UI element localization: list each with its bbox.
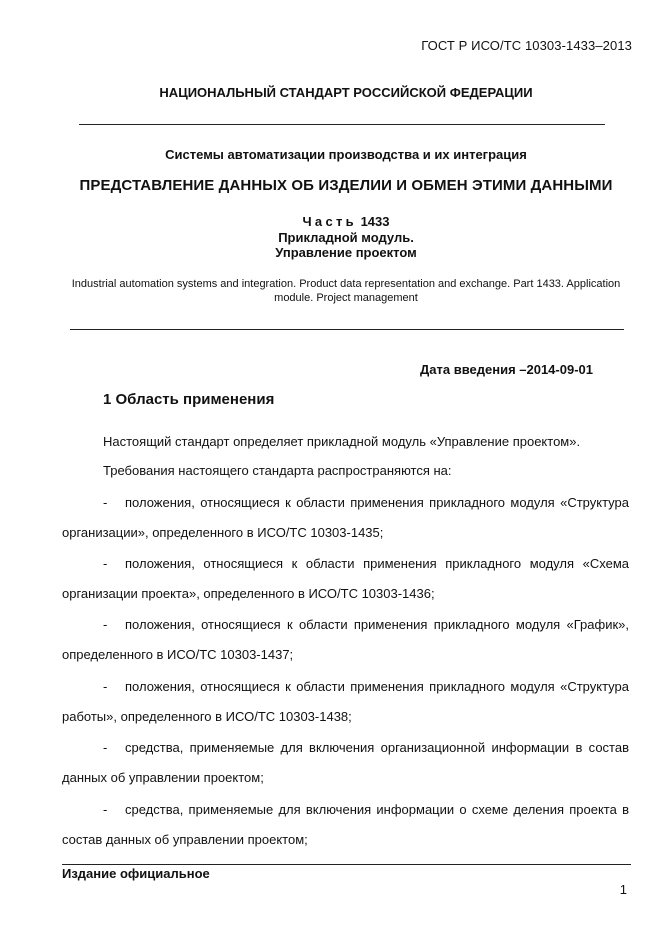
list-item	[62, 733, 629, 793]
national-standard-heading: НАЦИОНАЛЬНЫЙ СТАНДАРТ РОССИЙСКОЙ ФЕДЕРАЦИИ	[159, 85, 533, 100]
introduction-date: Дата введения –2014-09-01	[420, 362, 593, 377]
list-item-text: средства, применяемые для включения информации о схеме деления проекта в состав данных об управлении проектом;	[62, 802, 629, 847]
paragraph: Требования настоящего стандарта распространяются на:	[103, 463, 452, 478]
english-title: Industrial automation systems and integration. Product data representation and exchange. Part 1433. Application module. Project management	[71, 278, 621, 304]
list-item-text: положения, относящиеся к области применения прикладного модуля «Структура организации», определенного в ИСО/ТС 10303-1435;	[62, 495, 629, 540]
footer-divider	[62, 864, 631, 865]
list-item	[62, 795, 629, 855]
list-item-text: положения, относящиеся к области применения прикладного модуля «Схема организации проекта», определенного в ИСО/ТС 10303-1436;	[62, 556, 629, 601]
part-line	[40, 214, 652, 229]
list-bullet: -	[103, 679, 108, 694]
series-title: Системы автоматизации производства и их интеграция	[165, 147, 527, 162]
document-id: ГОСТ Р ИСО/ТС 10303-1433–2013	[421, 38, 632, 53]
list-item	[62, 610, 629, 670]
list-item-text: средства, применяемые для включения организационной информации в состав данных об управлении проектом;	[62, 740, 629, 785]
main-title: ПРЕДСТАВЛЕНИЕ ДАННЫХ ОБ ИЗДЕЛИИ И ОБМЕН ЭТИМИ ДАННЫМИ	[79, 177, 613, 194]
title-divider-bottom	[70, 329, 624, 330]
part-word: Часть	[302, 214, 357, 229]
section-title: 1 Область применения	[103, 391, 275, 408]
list-bullet: -	[103, 556, 108, 571]
list-item-text: положения, относящиеся к области применения прикладного модуля «График», определенного в ИСО/ТС 10303-1437;	[62, 617, 629, 662]
list-item-text: положения, относящиеся к области применения прикладного модуля «Структура работы», определенного в ИСО/ТС 10303-1438;	[62, 679, 629, 724]
list-bullet: -	[103, 495, 108, 510]
subtitle-line: Управление проектом	[275, 245, 417, 260]
list-bullet: -	[103, 617, 108, 632]
list-item	[62, 672, 629, 732]
title-divider-top	[79, 124, 605, 125]
list-item	[62, 488, 629, 548]
list-item	[62, 549, 629, 609]
edition-label: Издание официальное	[62, 866, 210, 881]
paragraph: Настоящий стандарт определяет прикладной модуль «Управление проектом».	[103, 434, 581, 449]
part-number: 1433	[360, 214, 390, 229]
list-bullet: -	[103, 740, 108, 755]
module-line: Прикладной модуль.	[278, 230, 414, 245]
list-bullet: -	[103, 802, 108, 817]
page-number: 1	[619, 882, 627, 897]
